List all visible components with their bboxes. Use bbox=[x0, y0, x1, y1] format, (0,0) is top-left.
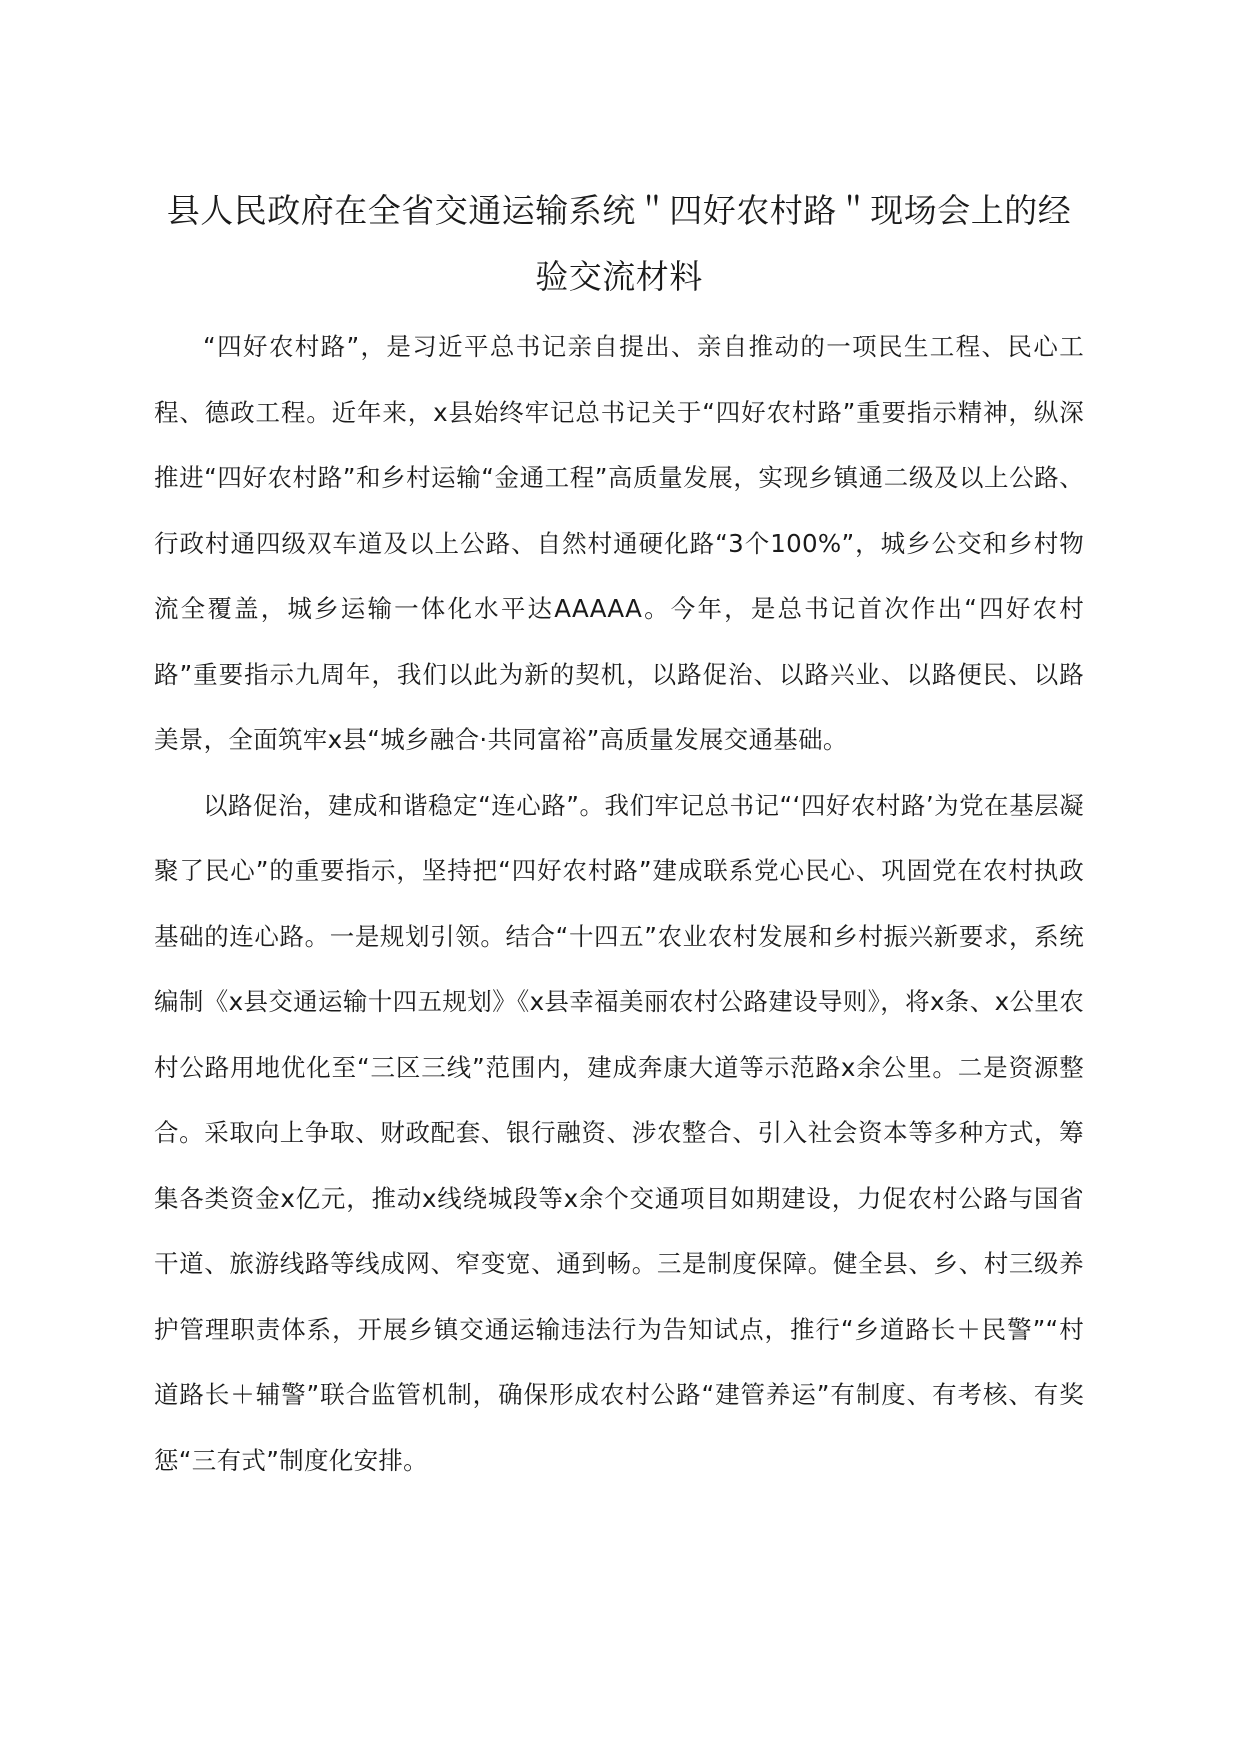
document-title: 县人民政府在全省交通运输系统＂四好农村路＂现场会上的经验交流材料 bbox=[166, 191, 1072, 296]
paragraph-governance: 以路促治，建成和谐稳定“连心路”。我们牢记总书记“‘四好农村路’为党在基层凝聚了民心”的重要指示，坚持把“四好农村路”建成联系党心民心、巩固党在农村执政基础的连心路。一是规划引领。结合“十四五”农业农村发展和乡村振兴新要求，系统编制《x县交通运输十四五规划》《x县幸福美丽农村公路建设导则》，将x条、x公里农村公路用地优化至“三区三线”范围内，建成奔康大道等示范路x余公里。二是资源整合。采取向上争取、财政配套、银行融资、涉农整合、引入社会资本等多种方式，筹集各类资金x亿元，推动x线绕城段等x余个交通项目如期建设，力促农村公路与国省干道、旅游线路等线成网、窄变宽、通到畅。三是制度保障。健全县、乡、村三级养护管理职责体系，开展乡镇交通运输违法行为告知试点，推行“乡道路长＋民警”“村道路长＋辅警”联合监管机制，确保形成农村公路“建管养运”有制度、有考核、有奖惩“三有式”制度化安排。 bbox=[154, 790, 1084, 1475]
paragraph-intro: “四好农村路”，是习近平总书记亲自提出、亲自推动的一项民生工程、民心工程、德政工程。近年来，x县始终牢记总书记关于“四好农村路”重要指示精神，纵深推进“四好农村路”和乡村运输“金通工程”高质量发展，实现乡镇通二级及以上公路、行政村通四级双车道及以上公路、自然村通硬化路“3个100%”，城乡公交和乡村物流全覆盖，城乡运输一体化水平达AAAAA。今年，是总书记首次作出“四好农村路”重要指示九周年，我们以此为新的契机，以路促治、以路兴业、以路便民、以路美景，全面筑牢x县“城乡融合·共同富裕”高质量发展交通基础。 bbox=[154, 332, 1084, 754]
document-body bbox=[154, 314, 1084, 1493]
document-page bbox=[154, 178, 1084, 1493]
